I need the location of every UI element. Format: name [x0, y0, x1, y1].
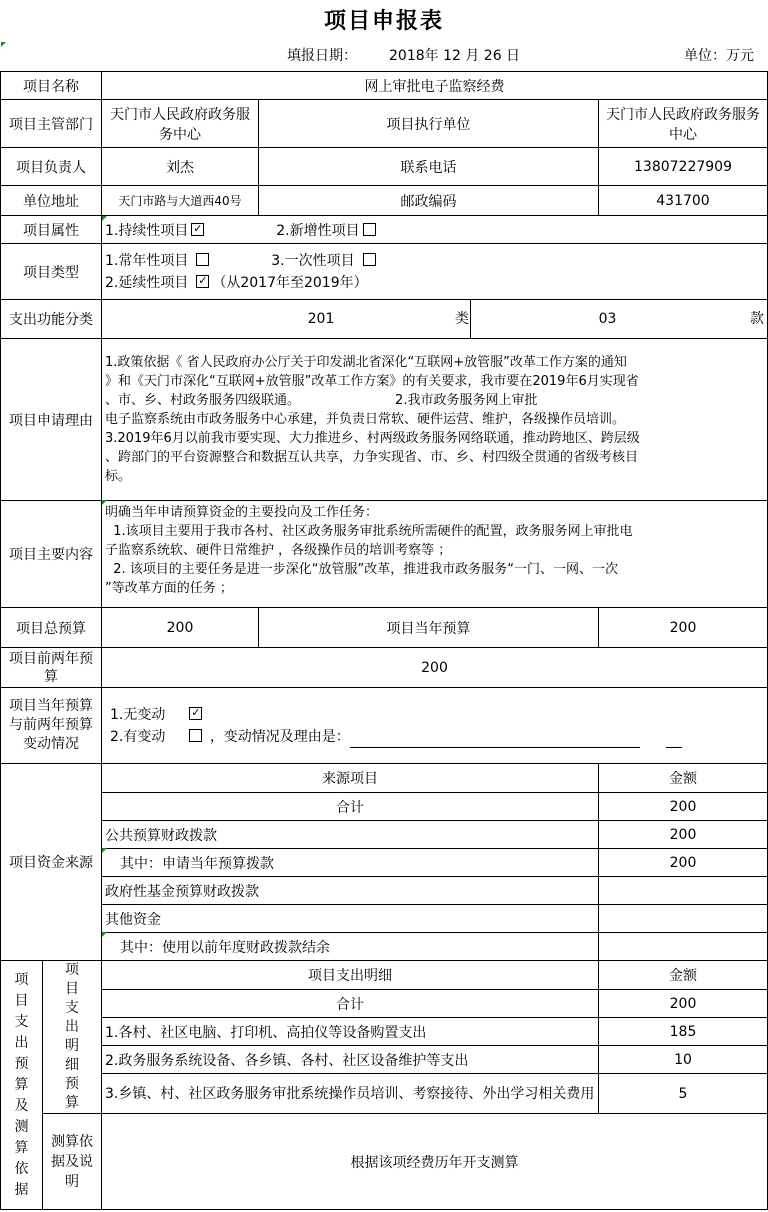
content-line: 子监察系统软、硬件日常维护 ，各级操作员的培训考察等 ；: [105, 543, 452, 558]
expense-item: 合计: [102, 990, 599, 1018]
project-name-value: 网上审批电子监察经费: [102, 72, 768, 100]
funding-row: [1, 933, 768, 961]
row-attr: [1, 216, 768, 244]
content-text: [102, 501, 768, 608]
func-class-value: 201: [307, 311, 335, 327]
expense-row: [1, 990, 768, 1018]
postcode-value: 431700: [599, 186, 768, 216]
exec-unit-label: 项目执行单位: [259, 100, 599, 148]
expense-header-amount: 金额: [599, 961, 768, 990]
row-change: [1, 688, 768, 764]
leader-label: 项目负责人: [1, 148, 102, 186]
func-values: [102, 300, 768, 339]
funding-row: [1, 905, 768, 933]
address-value: 天门市路与大道西40号: [102, 186, 259, 216]
basis-row: [1, 1114, 768, 1210]
change-reason-field-tail[interactable]: [666, 733, 682, 748]
funding-item: 其中：使用以前年度财政拨款结余: [102, 933, 599, 961]
change-opt1-label: 1.无变动: [110, 706, 166, 723]
funding-row: [1, 793, 768, 821]
type-opt2-checkbox[interactable]: [196, 275, 209, 288]
funding-amount: 200: [599, 849, 768, 877]
funding-header-row: [1, 764, 768, 793]
expense-header-item: 项目支出明细: [102, 961, 599, 990]
type-opt2-label: 2.延续性项目: [105, 274, 189, 291]
year-budget-label: 项目当年预算: [259, 608, 599, 648]
attr-options: [102, 216, 768, 244]
basis-label-text: 测算依据及说明: [51, 1133, 93, 1190]
expense-inner-label-text: 项目支出明细预算: [65, 962, 79, 1111]
total-budget-label: 项目总预算: [1, 608, 102, 648]
funding-amount: [599, 933, 768, 961]
row-prev-budget: [1, 648, 768, 688]
funding-row: [1, 877, 768, 905]
cell-comment-marker: [1, 42, 6, 47]
funding-amount: [599, 905, 768, 933]
expense-item: 1.各村、社区电脑、打印机、高拍仪等设备购置支出: [102, 1018, 599, 1046]
attr-opt2-label: 2.新增性项目: [276, 222, 360, 239]
row-dept: [1, 100, 768, 148]
funding-row: [1, 849, 768, 877]
unit-label: 单位：万元: [684, 48, 754, 64]
fill-date-label: 填报日期：: [287, 48, 357, 64]
phone-label: 联系电话: [259, 148, 599, 186]
expense-amount: 200: [599, 990, 768, 1018]
change-opt1-checkbox[interactable]: [189, 707, 202, 720]
basis-label: [43, 1114, 102, 1210]
type-options: [102, 244, 768, 300]
row-address: [1, 186, 768, 216]
row-content: [1, 501, 768, 608]
func-label: 支出功能分类: [1, 300, 102, 339]
cell-comment-marker: [102, 932, 107, 937]
funding-item: 其中：申请当年预算拨款: [102, 849, 599, 877]
type-opt1-checkbox[interactable]: [196, 253, 209, 266]
reason-line: 标。: [105, 469, 132, 484]
expense-header-row: [1, 961, 768, 990]
change-label: 项目当年预算与前两年预算变动情况: [1, 688, 102, 764]
prev-budget-label: 项目前两年预算: [1, 648, 102, 688]
reason-line: 、市、乡、村政务服务四级联通。 2.我市政务服务网上审批: [105, 393, 538, 408]
funding-item: 其他资金: [102, 905, 599, 933]
funding-amount: 200: [599, 793, 768, 821]
content-line: 明确当年申请预算资金的主要投向及工作任务：: [105, 505, 379, 520]
type-opt1-label: 1.常年性项目: [105, 252, 189, 269]
content-label: 项目主要内容: [1, 501, 102, 608]
expense-row: [1, 1018, 768, 1046]
row-total-budget: [1, 608, 768, 648]
expense-outer-label-text: 项目支出预算及测算依据: [14, 971, 29, 1198]
attr-opt2-checkbox[interactable]: [363, 223, 376, 236]
attr-label: 项目属性: [1, 216, 102, 244]
func-class-unit: 类: [455, 300, 471, 338]
row-func: [1, 300, 768, 339]
application-form-table: [0, 71, 768, 1210]
total-budget-value: 200: [102, 608, 259, 648]
dept-value: 天门市人民政府政务服务中心: [102, 100, 259, 148]
expense-item: 3.乡镇、村、社区政务服务审批系统操作员培训、考察接待、外出学习相关费用: [102, 1074, 599, 1114]
change-opt2-label: 2.有变动: [110, 728, 166, 745]
expense-amount: 5: [599, 1074, 768, 1114]
row-type: [1, 244, 768, 300]
expense-outer-label: [1, 961, 43, 1210]
funding-amount: 200: [599, 821, 768, 849]
func-item-unit: 款: [750, 311, 764, 327]
reason-line: 1.政策依据《 省人民政府办公厅关于印发湖北省深化“互联网+放管服”改革工作方案的通知: [105, 355, 627, 370]
type-label: 项目类型: [1, 244, 102, 300]
type-opt3-label: 3.一次性项目: [271, 252, 355, 269]
exec-unit-value: 天门市人民政府政务服务中心: [599, 100, 768, 148]
funding-header-amount: 金额: [599, 764, 768, 793]
cell-comment-marker: [102, 848, 107, 853]
expense-row: [1, 1046, 768, 1074]
content-line: ”等改革方面的任务 ；: [105, 581, 233, 596]
func-item-value: 03: [598, 311, 617, 327]
reason-label: 项目申请理由: [1, 339, 102, 501]
expense-amount: 185: [599, 1018, 768, 1046]
content-line: 1.该项目主要用于我市各村、社区政务服务审批系统所需硬件的配置，政务服务网上审批电: [105, 524, 633, 539]
fill-date: 2018年 12 月 26 日: [389, 48, 521, 64]
phone-value: 13807227909: [599, 148, 768, 186]
reason-line: 3.2019年6月以前我市要实现、大力推进乡、村两级政务服务网络联通，推动跨地区、跨层级: [105, 431, 640, 446]
reason-line: 》和《天门市深化“互联网+放管服”改革工作方案》的有关要求，我市要在2019年6月实现省: [105, 374, 639, 389]
funding-header-item: 来源项目: [102, 764, 599, 793]
attr-opt1-checkbox[interactable]: [191, 223, 204, 236]
project-name-label: 项目名称: [1, 72, 102, 100]
change-reason-field[interactable]: [350, 733, 640, 748]
row-leader: [1, 148, 768, 186]
reason-line: 、跨部门的平台资源整合和数据互认共享，力争实现省、市、乡、村四级全贯通的省级考核目: [105, 450, 639, 465]
funding-amount: [599, 877, 768, 905]
row-reason: [1, 339, 768, 501]
change-reason-label: ，变动情况及理由是：: [209, 728, 350, 745]
leader-value: 刘杰: [102, 148, 259, 186]
expense-amount: 10: [599, 1046, 768, 1074]
reason-line: 电子监察系统由市政务服务中心承建，并负责日常软、硬件运营、维护，各级操作员培训。: [105, 412, 626, 427]
funding-item: 公共预算财政拨款: [102, 821, 599, 849]
prev-budget-value: 200: [102, 648, 768, 688]
year-budget-value: 200: [599, 608, 768, 648]
dept-label: 项目主管部门: [1, 100, 102, 148]
change-options: [102, 688, 768, 764]
attr-opt1-label: 1.持续性项目: [105, 222, 189, 239]
content-line: 2. 该项目的主要任务是进一步深化“放管服”改革，推进我市政务服务“一门、一网、一次: [105, 562, 619, 577]
basis-text: 根据该项经费历年开支测算: [102, 1114, 768, 1210]
type-opt2-note: （从2017年至2019年）: [212, 274, 368, 291]
form-title: 项目申报表: [323, 8, 444, 34]
expense-row: [1, 1074, 768, 1114]
funding-item: 政府性基金预算财政拨款: [102, 877, 599, 905]
type-opt3-checkbox[interactable]: [363, 253, 376, 266]
expense-item: 2.政务服务系统设备、各乡镇、各村、社区设备维护等支出: [102, 1046, 599, 1074]
expense-inner-label: [43, 961, 102, 1114]
funding-item: 合计: [102, 793, 599, 821]
address-label: 单位地址: [1, 186, 102, 216]
reason-text: [102, 339, 768, 501]
cell-comment-marker: [102, 500, 107, 505]
row-project-name: [1, 72, 768, 100]
funding-label: 项目资金来源: [1, 764, 102, 961]
cell-comment-marker: [102, 216, 107, 221]
postcode-label: 邮政编码: [259, 186, 599, 216]
funding-row: [1, 821, 768, 849]
change-opt2-checkbox[interactable]: [189, 729, 202, 742]
